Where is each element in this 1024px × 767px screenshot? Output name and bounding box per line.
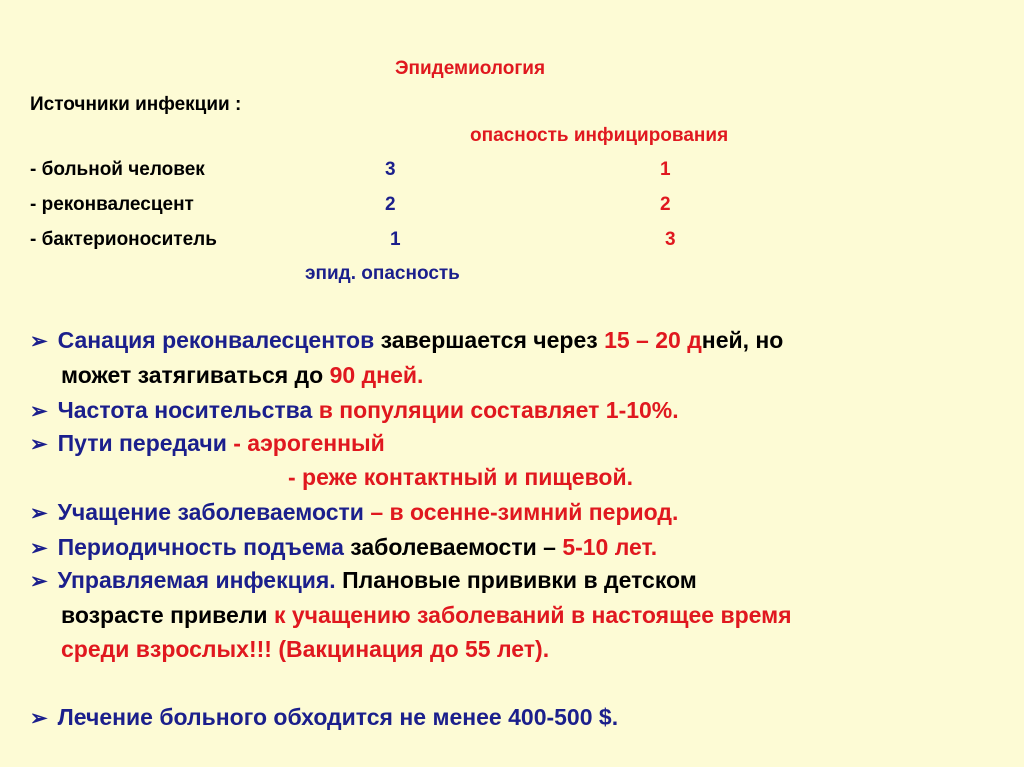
triangle-bullet-icon: ➢ — [30, 707, 48, 730]
bullet-carrier-frequency: ➢ Частота носительства в популяции составляет 1-10%. — [30, 397, 679, 423]
bullet-managed-infection: ➢ Управляемая инфекция. Плановые прививки в детском — [30, 567, 697, 593]
triangle-bullet-icon: ➢ — [30, 433, 48, 456]
bullet-treatment-cost: ➢ Лечение больного обходится не менее 400-500 $. — [30, 704, 619, 730]
bullet-managed-infection-cont2: среди взрослых!!! (Вакцинация до 55 лет). — [61, 636, 550, 662]
epid-value: 3 — [385, 159, 396, 180]
slide-title: Эпидемиология — [395, 58, 546, 79]
epid-value: 2 — [385, 194, 396, 215]
bullet-managed-infection-cont: возрасте привели к учащению заболеваний в настоящее время — [61, 602, 792, 628]
triangle-bullet-icon: ➢ — [30, 400, 48, 423]
infect-value: 1 — [660, 159, 671, 180]
bullet-incidence-season: ➢ Учащение заболеваемости – в осенне-зимний период. — [30, 499, 679, 525]
source-name: - больной человек — [30, 159, 205, 180]
triangle-bullet-icon: ➢ — [30, 502, 48, 525]
triangle-bullet-icon: ➢ — [30, 330, 48, 353]
bullet-periodicity: ➢ Периодичность подъема заболеваемости – 5-10 лет. — [30, 534, 658, 560]
bullet-transmission: ➢ Пути передачи - аэрогенный — [30, 430, 385, 456]
triangle-bullet-icon: ➢ — [30, 570, 48, 593]
triangle-bullet-icon: ➢ — [30, 537, 48, 560]
bullet-sanitation: ➢ Санация реконвалесцентов завершается через 15 – 20 дней, но — [30, 327, 784, 353]
sources-label: Источники инфекции : — [30, 94, 242, 115]
bullet-transmission-cont: - реже контактный и пищевой. — [288, 464, 633, 490]
epid-footer: эпид. опасность — [305, 263, 460, 284]
infect-value: 2 — [660, 194, 671, 215]
epid-value: 1 — [390, 229, 401, 250]
source-name: - реконвалесцент — [30, 194, 194, 215]
source-name: - бактерионоситель — [30, 229, 217, 250]
infect-value: 3 — [665, 229, 676, 250]
bullet-sanitation-cont: может затягиваться до 90 дней. — [61, 362, 424, 388]
danger-header: опасность инфицирования — [470, 125, 729, 146]
